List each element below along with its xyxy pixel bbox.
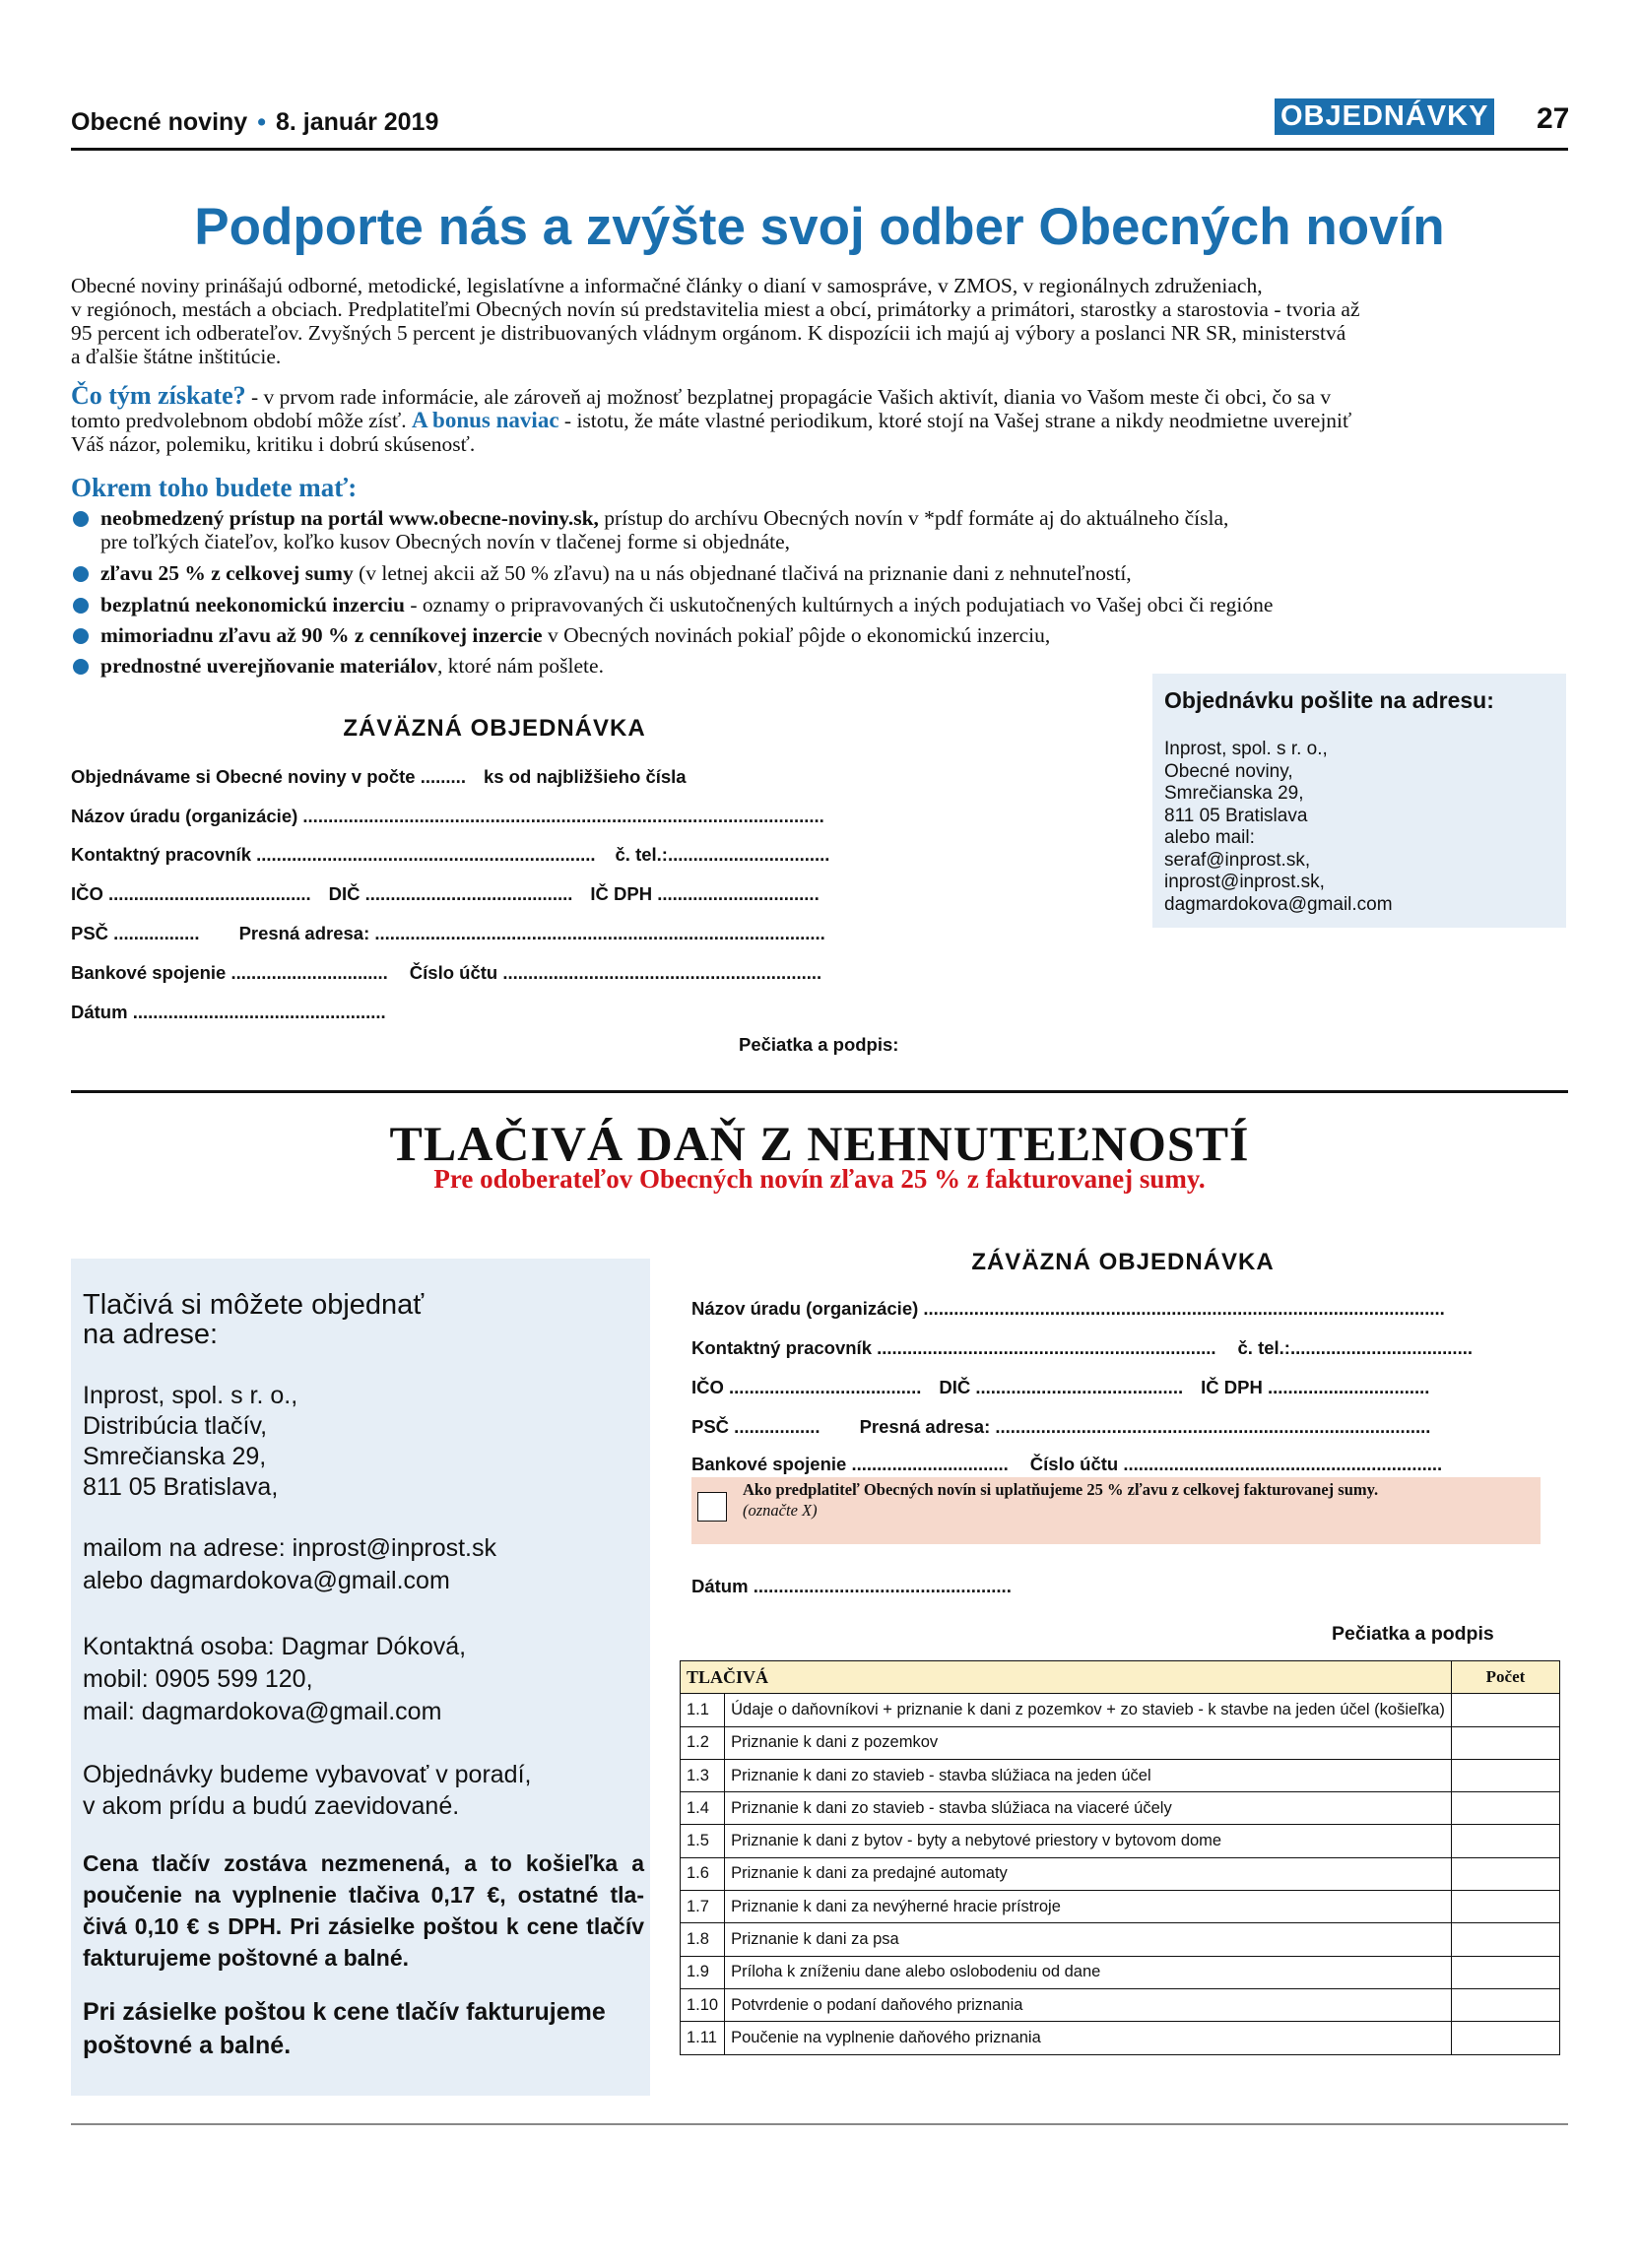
form2-field-address[interactable] xyxy=(691,1416,1430,1438)
address-line: 811 05 Bratislava, xyxy=(83,1473,279,1501)
forms-contact-box xyxy=(71,1259,650,2096)
benefit-bold: neobmedzený prístup na portál www.obecne-noviny.sk, xyxy=(100,506,599,530)
intro-line: Obecné noviny prinášajú odborné, metodické, legislatívne a informačné články o dianí v samospráve, v ZMOS, v regionálnych združeniach, xyxy=(71,274,1263,297)
row-form-name: Priznanie k dani z pozemkov xyxy=(725,1726,1452,1759)
row-form-name: Priznanie k dani za predajné automaty xyxy=(725,1857,1452,1890)
intro-line: a ďalšie štátne inštitúcie. xyxy=(71,345,282,368)
benefits-line: Váš názor, polemiku, kritiku i dobrú skúsenosť. xyxy=(71,432,476,456)
field-label: Presná adresa: ...................................................................................... xyxy=(859,1416,1431,1437)
bullet-dot-icon xyxy=(73,598,89,614)
heading-line: na adrese: xyxy=(83,1319,219,1350)
row-number: 1.4 xyxy=(681,1792,725,1825)
address-line: Smrečianska 29, xyxy=(1164,783,1304,804)
row-count-cell[interactable] xyxy=(1451,1891,1559,1923)
field-label: Kontaktný pracovník ................................................................... xyxy=(691,1337,1216,1358)
forms-order-table xyxy=(680,1660,1560,2055)
benefit-text: (v letnej akcii až 50 % zľavu) na u nás objednané tlačivá na priznanie dani z nehnuteľností, xyxy=(353,561,1132,585)
benefit-text: v Obecných novinách pokiaľ pôjde o ekonomickú inzerciu, xyxy=(542,623,1051,647)
row-number: 1.2 xyxy=(681,1726,725,1759)
field-label: Objednávame si Obecné noviny v počte ......... xyxy=(71,766,466,787)
form-field-address[interactable] xyxy=(71,923,825,944)
note-line: Objednávky budeme vybavovať v poradí, xyxy=(83,1761,532,1788)
contact-line: mobil: 0905 599 120, xyxy=(83,1665,313,1693)
form2-field-bank[interactable] xyxy=(691,1454,1442,1475)
field-label: IČ DPH ................................ xyxy=(1201,1377,1430,1397)
address-line: Inprost, spol. s r. o., xyxy=(83,1382,298,1409)
table-row xyxy=(681,1792,1560,1825)
form2-field-office-name[interactable]: Názov úradu (organizácie) ....................................................................................................... xyxy=(691,1298,1445,1319)
field-label: DIČ ......................................... xyxy=(328,883,573,904)
main-title: Podporte nás a zvýšte svoj odber Obecných novín xyxy=(194,198,1445,256)
benefit-text: pre toľkých čiateľov, koľko kusov Obecných novín v tlačenej forme si objednáte, xyxy=(100,530,791,553)
field-label: Bankové spojenie ............................... xyxy=(71,962,388,983)
form-field-bank[interactable] xyxy=(71,962,821,984)
row-form-name: Priznanie k dani zo stavieb - stavba slúžiaca na jeden účel xyxy=(725,1759,1452,1791)
benefit-text: , ktoré nám pošlete. xyxy=(436,654,604,678)
forms-contact-heading xyxy=(83,1290,644,1349)
table-row xyxy=(681,1891,1560,1923)
email-line[interactable]: mailom na adrese: inprost@inprost.sk xyxy=(83,1534,496,1562)
field-label: PSČ ................. xyxy=(71,923,200,943)
benefit-item xyxy=(71,506,1568,553)
row-form-name: Priznanie k dani zo stavieb - stavba slúžiaca na viaceré účely xyxy=(725,1792,1452,1825)
email-link[interactable]: dagmardokova@gmail.com xyxy=(1164,893,1393,915)
table-row xyxy=(681,1956,1560,1988)
benefits-text: - v prvom rade informácie, ale zároveň aj možnosť bezplatnej propagácie Vašich aktivít, diania vo Vašom meste či obci, čo sa v xyxy=(245,385,1332,409)
row-number: 1.9 xyxy=(681,1956,725,1988)
table-row xyxy=(681,1825,1560,1857)
benefit-bold: mimoriadnu zľavu až 90 % z cenníkovej inzercie xyxy=(100,623,543,647)
table-header-forms: TLAČIVÁ xyxy=(681,1661,1452,1694)
benefit-text: prístup do archívu Obecných novín v *pdf formáte aj do aktuálneho čísla, xyxy=(598,506,1229,530)
address-line: Inprost, spol. s r. o., xyxy=(1164,739,1328,759)
form2-signature-label: Pečiatka a podpis xyxy=(1332,1623,1494,1645)
benefits-list-heading: Okrem toho budete mať: xyxy=(71,473,358,502)
benefits-paragraph xyxy=(71,381,1568,456)
forms-contact-address xyxy=(83,1381,644,1503)
intro-line: 95 percent ich odberateľov. Zvyšných 5 percent je distribuovaných vládnym orgánom. K dispozícii ich majú aj výbory a poslanci NR SR, ministerstvá xyxy=(71,321,1346,345)
intro-paragraph xyxy=(71,274,1568,368)
field-label: IČ DPH ................................ xyxy=(590,883,820,904)
bullet-dot-icon xyxy=(73,511,89,527)
field-label: č. tel.:.................................... xyxy=(1237,1337,1473,1358)
email-line[interactable]: alebo dagmardokova@gmail.com xyxy=(83,1567,450,1594)
table-row xyxy=(681,2022,1560,2054)
page-header-publication xyxy=(71,108,438,137)
field-label: Číslo účtu ............................................................... xyxy=(1029,1454,1443,1474)
row-number: 1.6 xyxy=(681,1857,725,1890)
section-label: OBJEDNÁVKY xyxy=(1275,98,1494,135)
benefits-line xyxy=(71,409,1568,432)
address-line: 811 05 Bratislava xyxy=(1164,805,1308,826)
benefit-item xyxy=(71,623,1568,647)
table-header-count: Počet xyxy=(1451,1661,1559,1694)
forms-contact-person xyxy=(83,1631,644,1728)
row-form-name: Priznanie k dani za nevýherné hracie prístroje xyxy=(725,1891,1452,1923)
field-label: č. tel.:................................ xyxy=(615,844,830,865)
form-field-date[interactable]: Dátum .................................................. xyxy=(71,1002,386,1022)
row-count-cell[interactable] xyxy=(1451,1694,1559,1726)
order-form-2-title: ZÁVÄZNÁ OBJEDNÁVKA xyxy=(971,1249,1275,1275)
order-address-lines xyxy=(1164,739,1393,916)
intro-line: v regiónoch, mestách a obciach. Predplatiteľmi Obecných novín sú predstavitelia miest a obcí, primátorky a primátori, starostky a starostovia - tvoria až xyxy=(71,297,1360,321)
forms-section-subtitle: Pre odoberateľov Obecných novín zľava 25 % z fakturovanej sumy. xyxy=(433,1164,1206,1194)
field-label: IČO ........................................ xyxy=(71,883,311,904)
forms-section-title: TLAČIVÁ DAŇ Z NEHNUTEĽNOSTÍ xyxy=(389,1116,1250,1171)
form2-field-date[interactable]: Dátum ................................................... xyxy=(691,1576,1012,1596)
row-form-name: Príloha k zníženiu dane alebo oslobodeniu od dane xyxy=(725,1956,1452,1988)
bullet-dot-icon xyxy=(73,659,89,675)
row-number: 1.10 xyxy=(681,1988,725,2021)
order-address-box xyxy=(1152,674,1566,928)
subscriber-discount-box xyxy=(691,1477,1541,1544)
forms-order-note xyxy=(83,1759,644,1822)
bonus-label: A bonus naviac xyxy=(411,408,559,432)
table-row xyxy=(681,1923,1560,1956)
heading-line: Tlačivá si môžete objednať xyxy=(83,1289,425,1321)
subscriber-discount-note: (označte X) xyxy=(743,1501,818,1520)
page-number: 27 xyxy=(1537,102,1570,135)
table-row xyxy=(681,1726,1560,1759)
row-count-cell[interactable] xyxy=(1451,1857,1559,1890)
field-label: PSČ ................. xyxy=(691,1416,820,1437)
row-number: 1.1 xyxy=(681,1694,725,1726)
benefit-bold: zľavu 25 % z celkovej sumy xyxy=(100,561,354,585)
header-divider xyxy=(71,148,1568,151)
note-line: v akom prídu a budú zaevidované. xyxy=(83,1792,460,1820)
row-count-cell[interactable] xyxy=(1451,2022,1559,2054)
field-label: Kontaktný pracovník ................................................................... xyxy=(71,844,596,865)
field-label: IČO ...................................... xyxy=(691,1377,922,1397)
form-field-contact[interactable] xyxy=(71,844,829,866)
row-form-name: Údaje o daňovníkovi + priznanie k dani z pozemkov + zo stavieb - k stavbe na jeden účel (košieľka) xyxy=(725,1694,1452,1726)
address-line: alebo mail: xyxy=(1164,827,1255,848)
bullet-dot-icon xyxy=(73,566,89,582)
row-form-name: Priznanie k dani za psa xyxy=(725,1923,1452,1956)
benefit-item xyxy=(71,561,1568,585)
form-field-quantity[interactable] xyxy=(71,766,687,788)
bullet-dot-icon xyxy=(73,628,89,644)
forms-price-note: Cena tlačív zostáva nezmenená, a to košieľka a poučenie na vyplnenie tlačiva 0,17 €, ostatné tla-čivá 0,10 € s DPH. Pri zásielke poštou k cene tlačív fakturujeme poštovné a balné. xyxy=(83,1850,644,1971)
benefit-item xyxy=(71,593,1568,616)
row-count-cell[interactable] xyxy=(1451,1726,1559,1759)
row-number: 1.7 xyxy=(681,1891,725,1923)
order-form-title: ZÁVÄZNÁ OBJEDNÁVKA xyxy=(343,715,646,742)
contact-line[interactable]: mail: dagmardokova@gmail.com xyxy=(83,1698,442,1725)
form2-field-ids[interactable] xyxy=(691,1377,1429,1398)
row-count-cell[interactable] xyxy=(1451,1792,1559,1825)
benefits-text: - istotu, že máte vlastné periodikum, ktoré stojí na Vašej strane a nikdy neodmietne uverejniť xyxy=(558,409,1352,432)
field-label: DIČ ......................................... xyxy=(939,1377,1184,1397)
form-field-office-name[interactable]: Názov úradu (organizácie) ....................................................................................................... xyxy=(71,806,824,826)
field-label: Presná adresa: ......................................................................................... xyxy=(238,923,825,943)
benefits-heading: Čo tým získate? xyxy=(71,381,246,410)
subscriber-discount-checkbox[interactable] xyxy=(697,1492,727,1522)
benefit-bold: bezplatnú neekonomickú inzerciu xyxy=(100,593,405,616)
footer-divider xyxy=(71,2123,1568,2125)
separator-dot-icon: • xyxy=(257,108,266,136)
benefit-bold: prednostné uverejňovanie materiálov xyxy=(100,654,437,678)
row-count-cell[interactable] xyxy=(1451,1923,1559,1956)
row-count-cell[interactable] xyxy=(1451,1988,1559,2021)
benefits-line xyxy=(71,381,1568,410)
row-number: 1.8 xyxy=(681,1923,725,1956)
row-number: 1.3 xyxy=(681,1759,725,1791)
row-count-cell[interactable] xyxy=(1451,1759,1559,1791)
row-number: 1.11 xyxy=(681,2022,725,2054)
field-label: Číslo účtu ............................................................... xyxy=(409,962,822,983)
signature-label: Pečiatka a podpis: xyxy=(739,1034,899,1055)
section-divider xyxy=(71,1090,1568,1093)
row-form-name: Priznanie k dani z bytov - byty a nebytové priestory v bytovom dome xyxy=(725,1825,1452,1857)
table-row xyxy=(681,1759,1560,1791)
row-count-cell[interactable] xyxy=(1451,1956,1559,1988)
subscriber-discount-label: Ako predplatiteľ Obecných novín si uplatňujeme 25 % zľavu z celkovej fakturovanej sumy. xyxy=(743,1480,1379,1499)
address-line: Smrečianska 29, xyxy=(83,1443,267,1470)
address-line: Obecné noviny, xyxy=(1164,760,1293,782)
table-row xyxy=(681,1694,1560,1726)
row-form-name: Poučenie na vyplnenie daňového priznania xyxy=(725,2022,1452,2054)
table-row xyxy=(681,1857,1560,1890)
forms-contact-email xyxy=(83,1532,644,1597)
order-address-title: Objednávku pošlite na adresu: xyxy=(1164,687,1494,713)
table-header-row xyxy=(681,1661,1560,1694)
row-number: 1.5 xyxy=(681,1825,725,1857)
issue-date: 8. január 2019 xyxy=(275,108,439,136)
email-link[interactable]: seraf@inprost.sk, xyxy=(1164,849,1311,871)
form2-field-contact[interactable] xyxy=(691,1337,1473,1359)
forms-postage-note: Pri zásielke poštou k cene tlačív fakturujeme poštovné a balné. xyxy=(83,1998,606,2059)
email-link[interactable]: inprost@inprost.sk, xyxy=(1164,872,1325,892)
row-form-name: Potvrdenie o podaní daňového priznania xyxy=(725,1988,1452,2021)
form-field-ids[interactable] xyxy=(71,883,820,905)
benefit-text: - oznamy o pripravovaných či uskutočnených kultúrnych a iných podujatiach vo Vašej obci či regióne xyxy=(405,593,1274,616)
address-line: Distribúcia tlačív, xyxy=(83,1412,268,1440)
contact-line: Kontaktná osoba: Dagmar Dóková, xyxy=(83,1633,467,1660)
row-count-cell[interactable] xyxy=(1451,1825,1559,1857)
field-label: ks od najbližšieho čísla xyxy=(483,766,687,787)
benefits-text: tomto predvolebnom období môže zísť. xyxy=(71,409,407,432)
publication-name: Obecné noviny xyxy=(71,108,248,136)
table-row xyxy=(681,1988,1560,2021)
field-label: Bankové spojenie ............................... xyxy=(691,1454,1009,1474)
